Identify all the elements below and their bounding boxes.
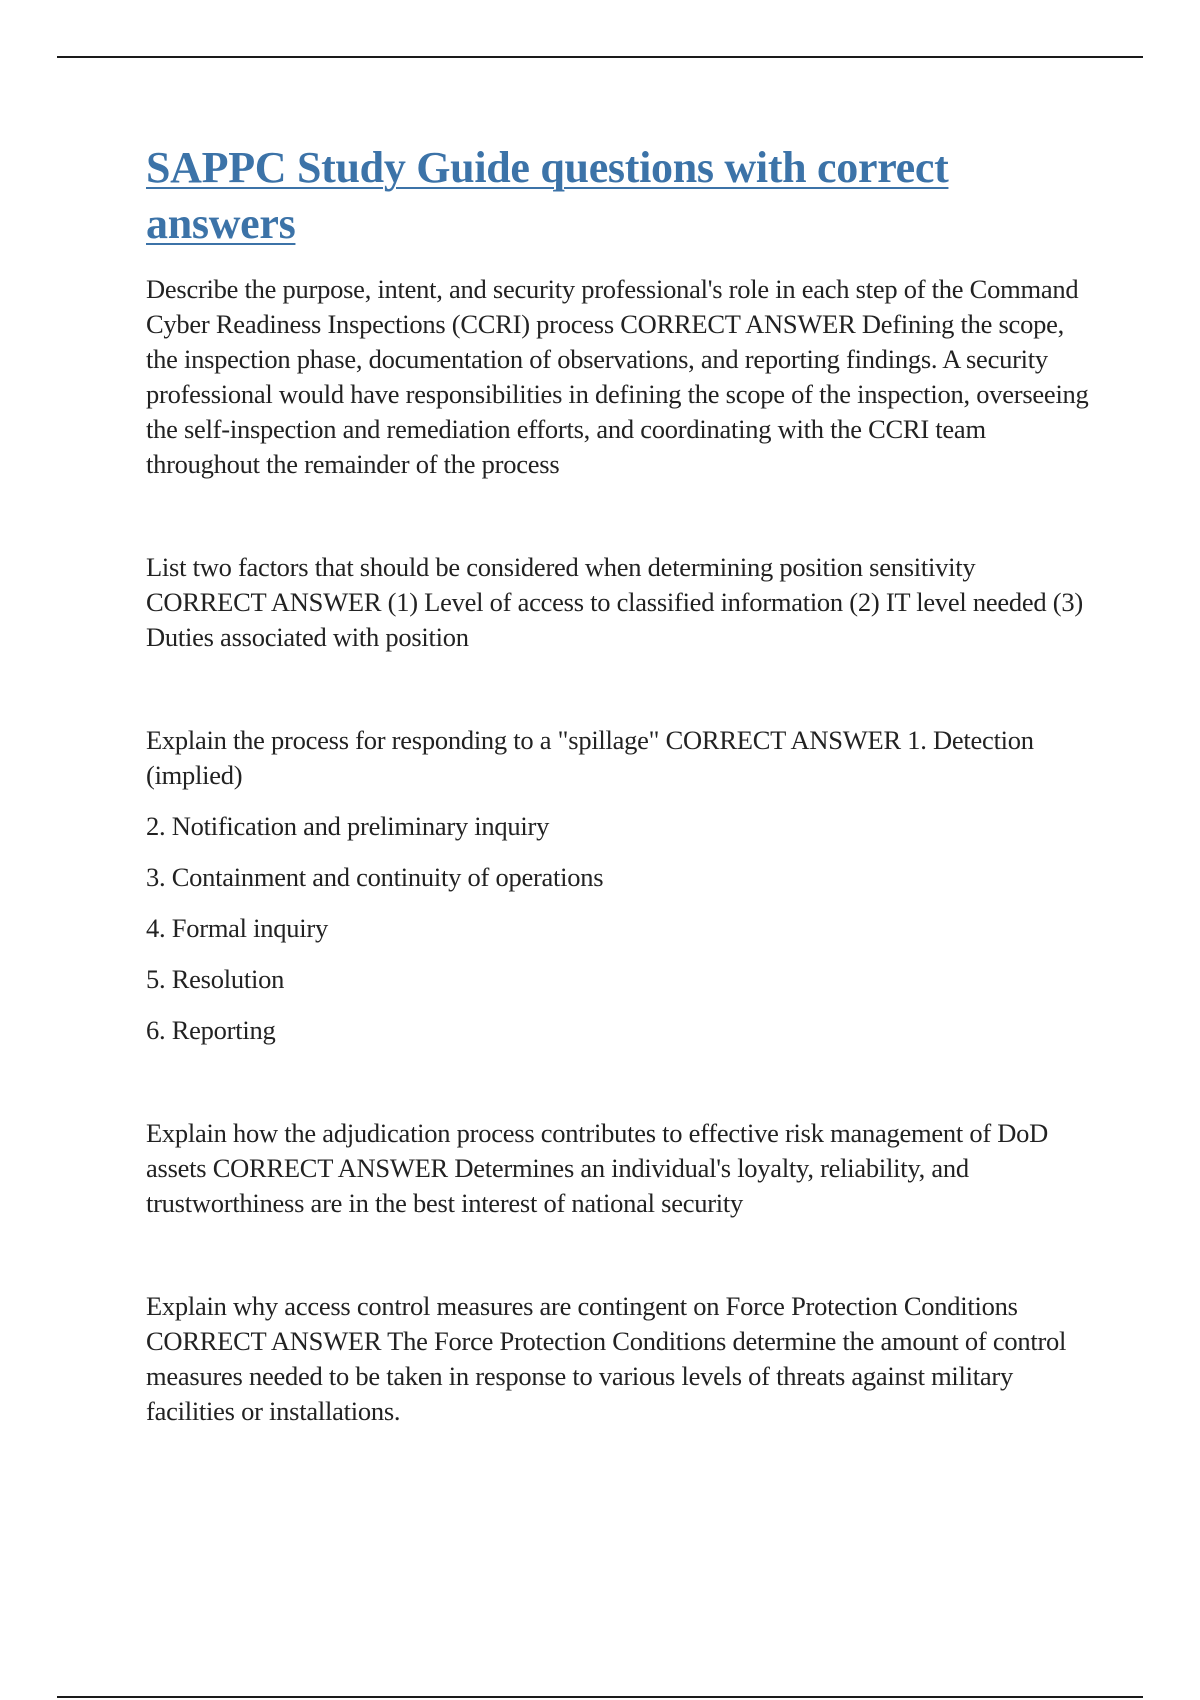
document-title[interactable]: SAPPC Study Guide questions with correct answers (146, 143, 949, 248)
spacer (146, 655, 1091, 723)
document-body (146, 140, 1091, 1429)
top-rule (57, 56, 1143, 58)
qa-entry-position-sensitivity: List two factors that should be considered when determining position sensitivity CORRECT ANSWER (1) Level of access to classified information (2) IT level needed (3) Duties associated with position (146, 552, 1083, 652)
spacer (146, 1048, 1091, 1116)
spillage-step: 3. Containment and continuity of operations (146, 862, 604, 892)
spillage-step: 2. Notification and preliminary inquiry (146, 811, 550, 841)
qa-entry-force-protection: Explain why access control measures are contingent on Force Protection Conditions CORRECT ANSWER The Force Protection Conditions determine the amount of control measures needed to be taken in response to various levels of threats against military facilities or installations. (146, 1291, 1067, 1426)
spacer (146, 1221, 1091, 1289)
qa-entry-spillage: Explain the process for responding to a "spillage" CORRECT ANSWER 1. Detection (implied) (146, 725, 1034, 790)
qa-entry-ccri: Describe the purpose, intent, and security professional's role in each step of the Command Cyber Readiness Inspections (CCRI) process CORRECT ANSWER Defining the scope, the inspection phase, documentation of observations, and reporting findings. A security professional would have responsibilities in defining the scope of the inspection, overseeing the self-inspection and remediation efforts, and coordinating with the CCRI team throughout the remainder of the process (146, 274, 1089, 479)
spillage-step: 6. Reporting (146, 1015, 276, 1045)
bottom-rule (57, 1696, 1143, 1698)
spacer (146, 482, 1091, 550)
spillage-step: 4. Formal inquiry (146, 913, 328, 943)
spillage-step: 5. Resolution (146, 964, 285, 994)
qa-entry-adjudication: Explain how the adjudication process contributes to effective risk management of DoD assets CORRECT ANSWER Determines an individual's loyalty, reliability, and trustworthiness are in the best interest of national security (146, 1118, 1049, 1218)
